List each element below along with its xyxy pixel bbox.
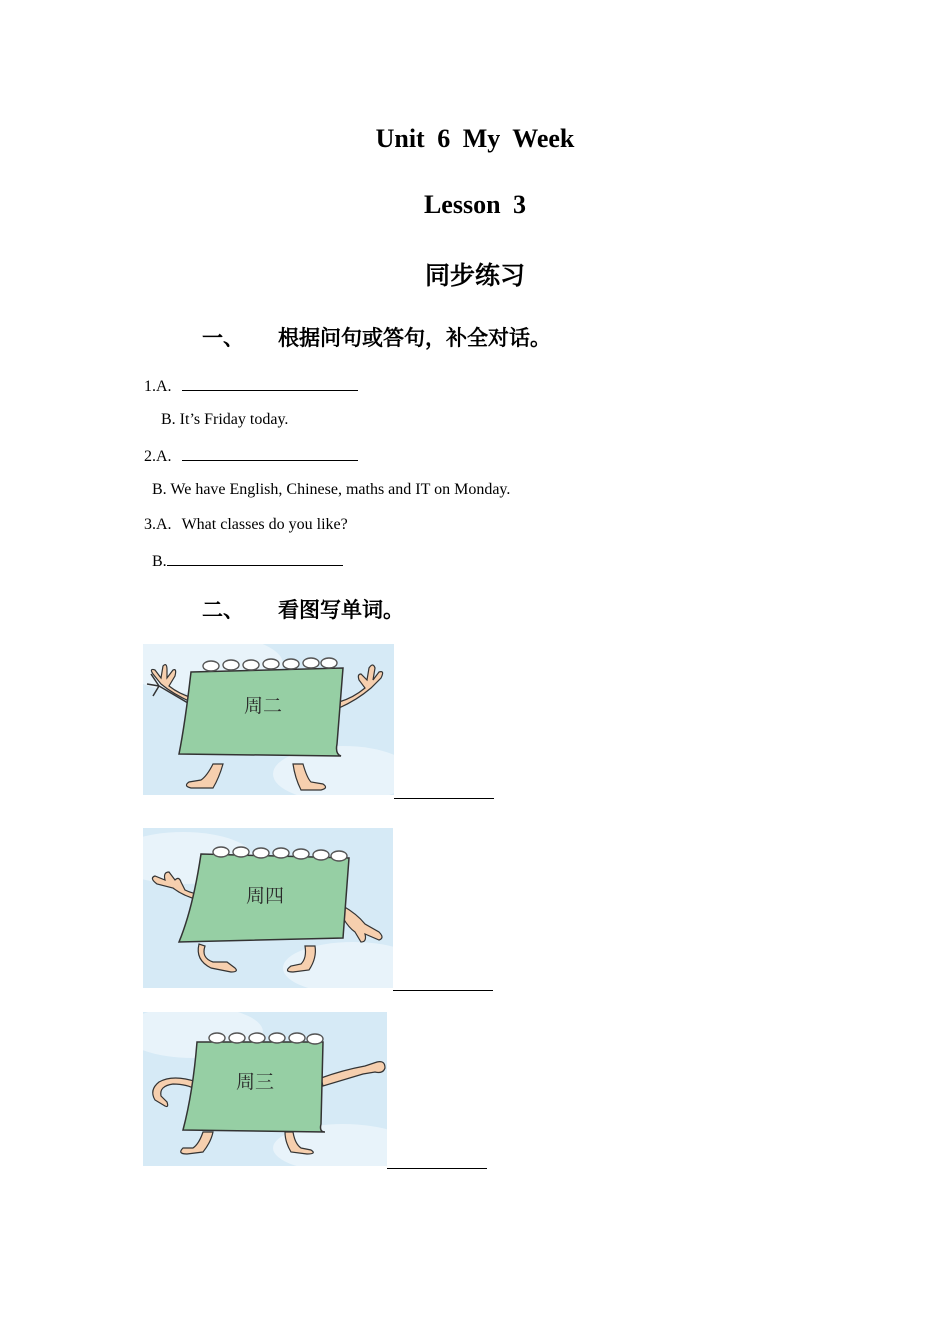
question-label: B. <box>152 481 167 498</box>
answer-line-2[interactable] <box>393 989 493 991</box>
answer-blank[interactable] <box>167 551 343 566</box>
calendar-character-icon <box>143 1012 387 1166</box>
question-2b <box>152 481 510 499</box>
question-2a <box>144 446 358 466</box>
question-1b <box>161 411 288 429</box>
section-1-instruction: 根据问句或答句，补全对话。 <box>278 326 551 350</box>
calendar-character-icon <box>143 828 393 988</box>
answer-blank[interactable] <box>182 446 358 461</box>
picture-wednesday <box>143 1012 387 1166</box>
answer-line-1[interactable] <box>394 797 494 799</box>
section-2-number: 二、 <box>202 598 244 622</box>
answer-blank[interactable] <box>182 376 358 391</box>
question-text: It’s Friday today. <box>179 411 289 428</box>
answer-line-3[interactable] <box>387 1167 487 1169</box>
section-2-instruction: 看图写单词。 <box>278 598 404 622</box>
calendar-day-label: 周四 <box>245 885 285 907</box>
question-1a <box>144 376 358 396</box>
question-label: 3.A. <box>144 516 172 533</box>
picture-thursday <box>143 828 393 988</box>
question-text: We have English, Chinese, maths and IT on Monday. <box>170 481 511 498</box>
question-label: B. <box>161 411 176 428</box>
question-label: 2.A. <box>144 448 172 465</box>
section-1-number: 一、 <box>202 326 244 350</box>
lesson-title: Lesson 3 <box>423 190 527 219</box>
question-3b <box>152 551 343 571</box>
question-3a <box>144 516 348 534</box>
page-subtitle: 同步练习 <box>424 261 525 290</box>
section-1-heading <box>202 322 551 352</box>
section-2-heading <box>202 594 404 624</box>
question-text: What classes do you like? <box>181 516 348 533</box>
question-label: 1.A. <box>144 378 172 395</box>
calendar-character-icon <box>143 644 394 795</box>
calendar-day-label: 周二 <box>243 695 283 717</box>
calendar-day-label: 周三 <box>235 1071 275 1093</box>
unit-title: Unit 6 My Week <box>375 124 575 153</box>
question-label: B. <box>152 553 167 570</box>
picture-tuesday <box>143 644 394 795</box>
